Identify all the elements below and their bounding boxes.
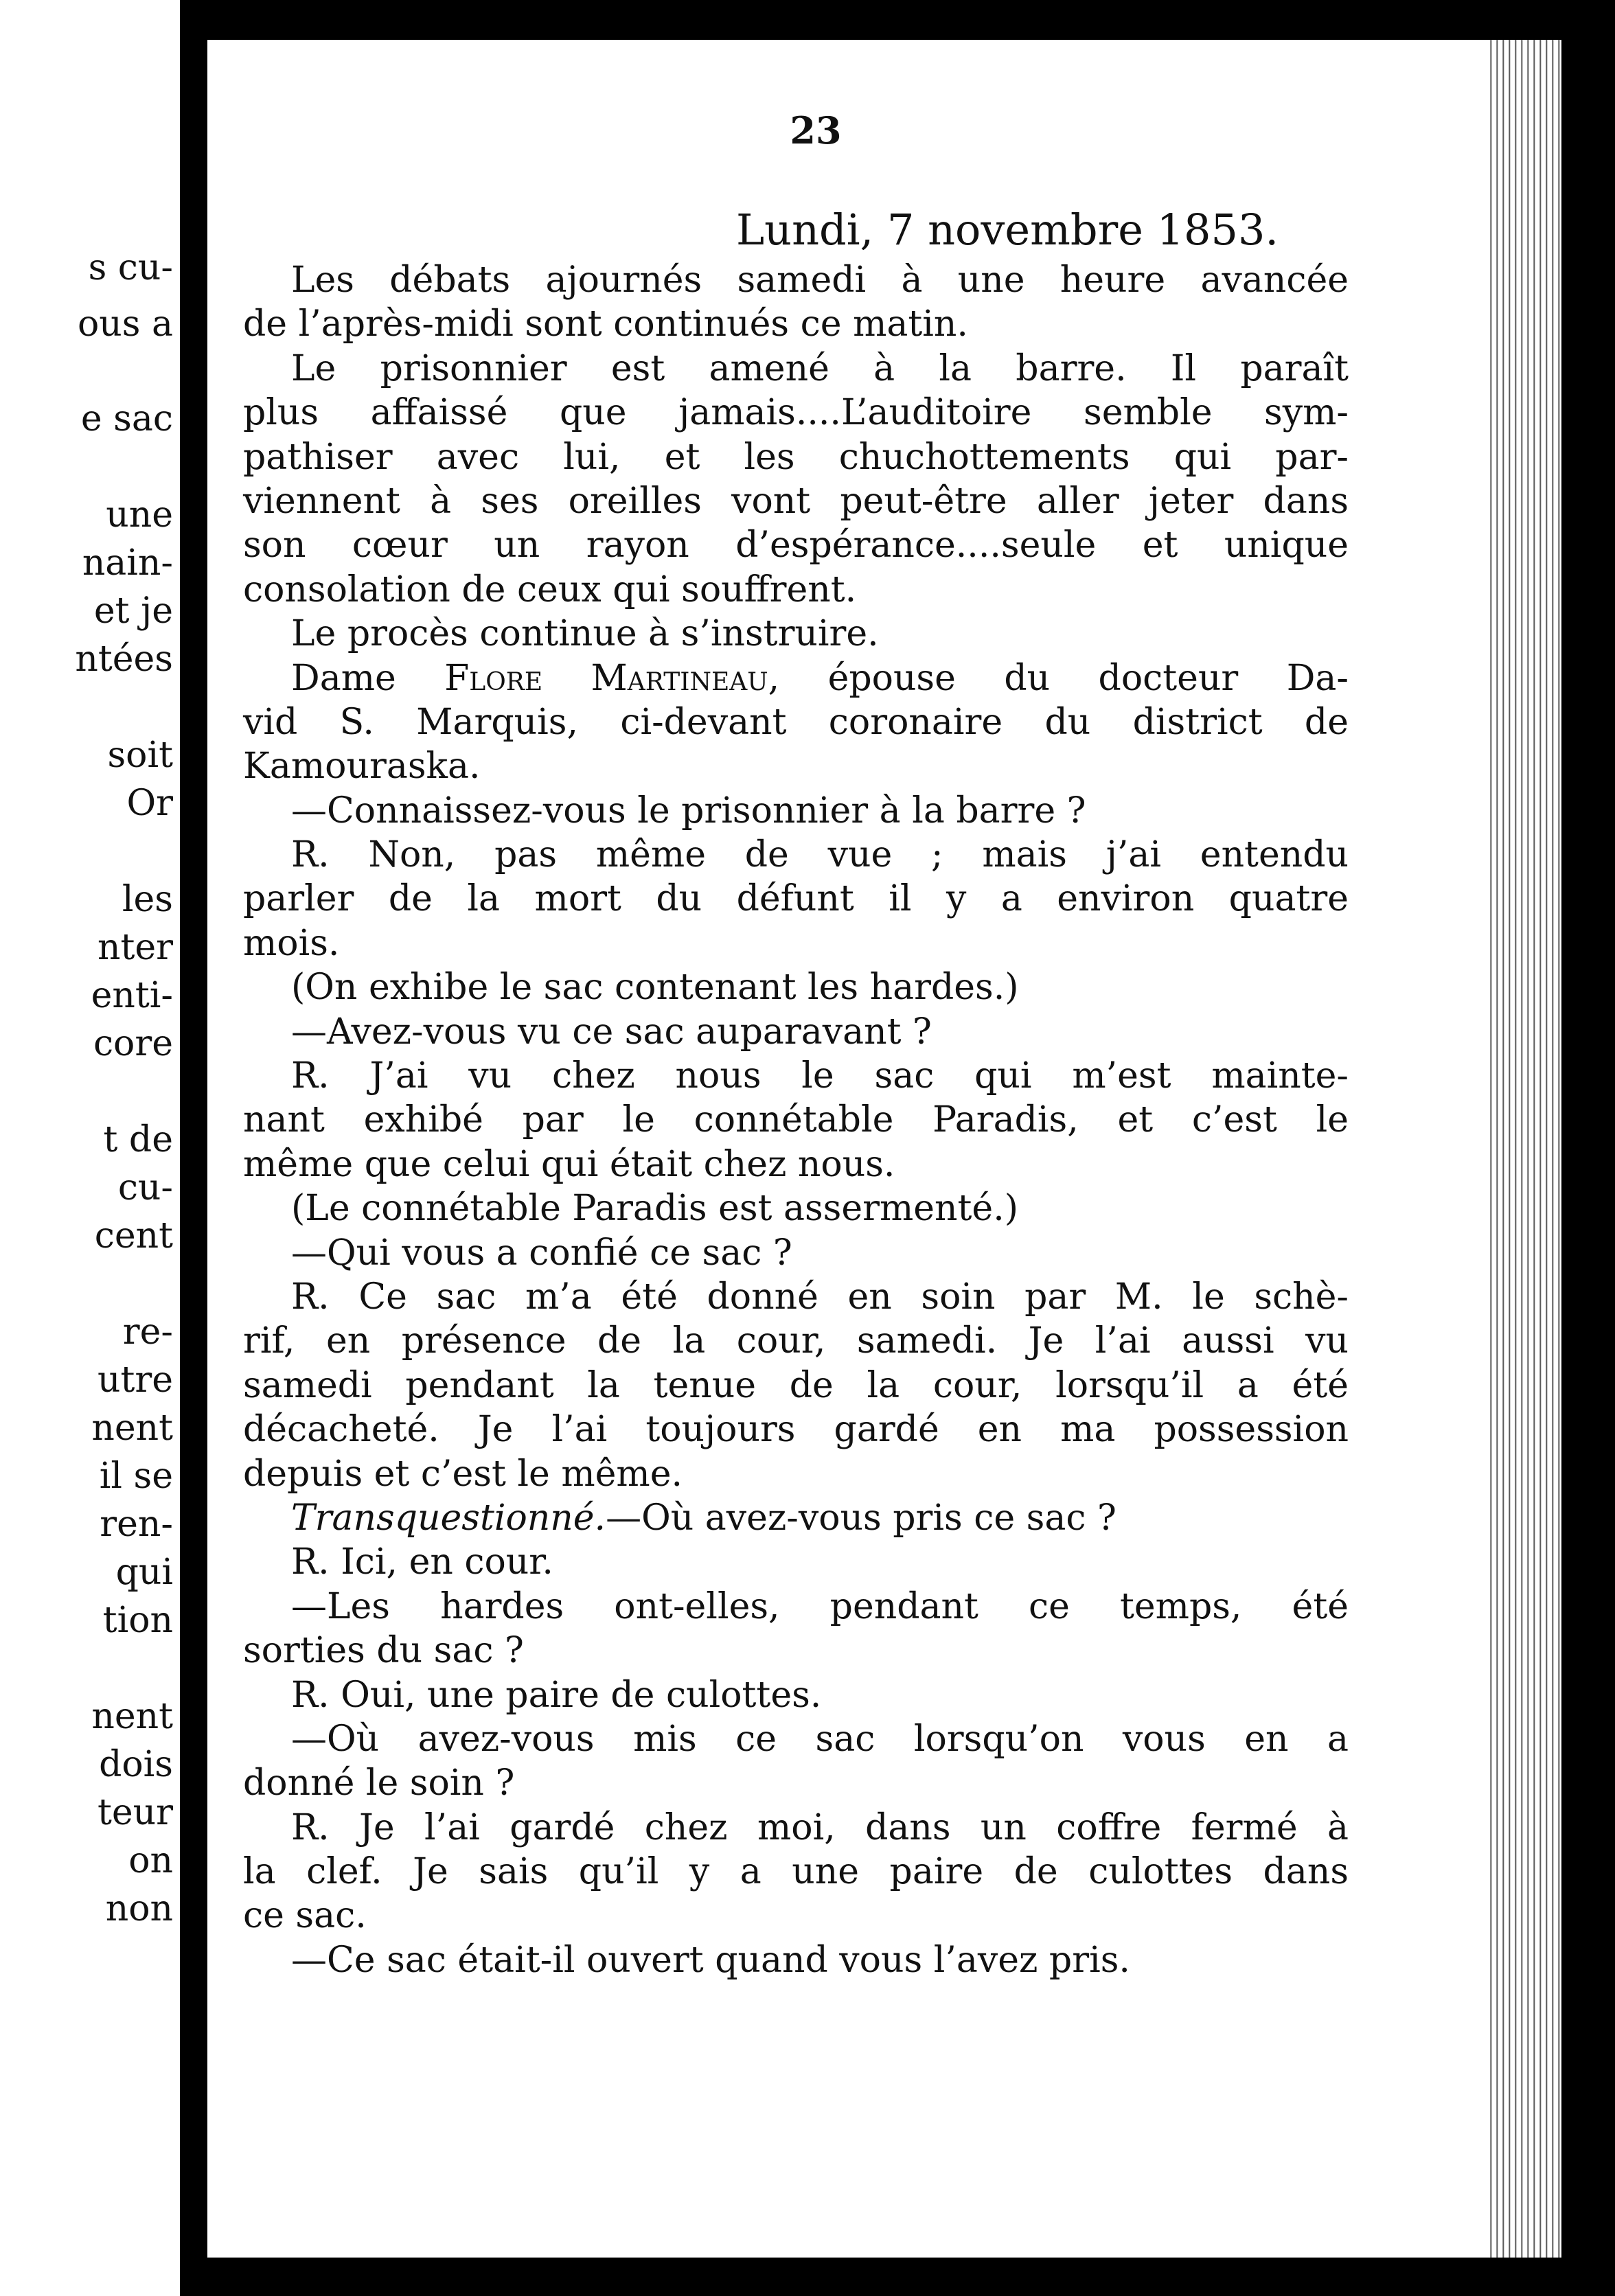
text-line: —Ce sac était-il ouvert quand vous l’avez pris. [291, 1939, 1130, 1981]
facing-page-line: et je [93, 590, 173, 632]
text-run: , épouse du docteur Da- [768, 657, 1349, 699]
facing-page-line: ntées [75, 639, 173, 680]
facing-page-line: Or [126, 783, 173, 824]
text-line: mois. [243, 922, 340, 964]
facing-page-line: une [106, 494, 173, 536]
facing-page-line: cu- [117, 1167, 173, 1208]
facing-page-line: nain- [82, 542, 173, 584]
text-line: viennent à ses oreilles vont peut-être aller jeter dans [243, 480, 1349, 522]
facing-page-line: tion [102, 1600, 173, 1641]
text-line: Le prisonnier est amené à la barre. Il paraît [291, 347, 1349, 389]
text-line: —Les hardes ont-elles, pendant ce temps, été [291, 1585, 1349, 1627]
facing-page-line: enti- [91, 975, 173, 1016]
text-line: —Avez-vous vu ce sac auparavant ? [291, 1011, 932, 1053]
text-line: Le procès continue à s’instruire. [291, 613, 879, 655]
text-line: Les débats ajournés samedi à une heure avancée [291, 260, 1349, 301]
facing-page-line: cent [94, 1215, 173, 1256]
text-line: Kamouraska. [243, 746, 481, 788]
facing-page-line: dois [99, 1744, 173, 1785]
text-line: —Connaissez-vous le prisonnier à la barre ? [291, 790, 1086, 831]
text-line: décacheté. Je l’ai toujours gardé en ma possession [243, 1409, 1349, 1451]
text-line: samedi pendant la tenue de la cour, lorsqu’il a été [243, 1364, 1349, 1406]
text-line: ce sac. [243, 1895, 367, 1937]
text-line [243, 656, 1349, 700]
text-line: sorties du sac ? [243, 1630, 524, 1672]
text-line: de l’après-midi sont continués ce matin. [243, 303, 968, 345]
facing-page-line: e sac [80, 398, 173, 439]
text-line: —Qui vous a confié ce sac ? [291, 1232, 792, 1274]
text-line: vid S. Marquis, ci-devant coronaire du district de [243, 701, 1349, 743]
facing-page-line: utre [97, 1359, 173, 1401]
facing-page-line: core [93, 1023, 173, 1064]
facing-page-line: ous a [77, 303, 173, 345]
text-line: —Où avez-vous mis ce sac lorsqu’on vous en a [291, 1718, 1349, 1760]
text-line: parler de la mort du défunt il y a environ quatre [243, 878, 1349, 920]
text-line: donné le soin ? [243, 1763, 515, 1804]
text-line: rif, en présence de la cour, samedi. Je l’ai aussi vu [243, 1320, 1349, 1362]
facing-page-line: les [122, 879, 173, 920]
facing-page-line: s cu- [88, 247, 173, 288]
facing-page-line: on [128, 1840, 173, 1881]
text-line: R. Ici, en cour. [291, 1541, 553, 1583]
text-line: consolation de ceux qui souffrent. [243, 569, 857, 610]
text-line: (On exhibe le sac contenant les hardes.) [291, 967, 1019, 1009]
page-edges [1486, 40, 1561, 2258]
book-gutter [180, 0, 207, 2296]
text-line: pathiser avec lui, et les chuchottements qui par- [243, 436, 1349, 478]
text-run: —Où avez-vous pris ce sac ? [606, 1497, 1116, 1539]
text-line: plus affaissé que jamais....L’auditoire semble sym- [243, 392, 1349, 434]
facing-page-line: t de [103, 1119, 173, 1160]
facing-page-line: qui [115, 1552, 173, 1593]
text-line: depuis et c’est le même. [243, 1453, 683, 1495]
facing-page-line: non [105, 1888, 173, 1929]
facing-page-line: re- [122, 1311, 173, 1353]
text-line: même que celui qui était chez nous. [243, 1143, 895, 1185]
facing-page-line: teur [97, 1792, 173, 1833]
text-line: R. J’ai vu chez nous le sac qui m’est mainte- [291, 1055, 1349, 1097]
facing-page-line: nent [91, 1696, 173, 1737]
italic-text: Transquestionné. [291, 1497, 606, 1539]
facing-page-line: nent [91, 1408, 173, 1449]
body-text [243, 258, 1349, 1982]
text-line: R. Non, pas même de vue ; mais j’ai entendu [291, 834, 1349, 876]
text-line: R. Oui, une paire de culottes. [291, 1674, 822, 1716]
facing-page-line: nter [97, 927, 173, 968]
small-caps-name: Flore Martineau [444, 657, 768, 699]
text-line: la clef. Je sais qu’il y a une paire de culottes dans [243, 1851, 1349, 1893]
text-line [243, 1496, 1349, 1540]
text-line: (Le connétable Paradis est assermenté.) [291, 1188, 1019, 1230]
text-line: R. Je l’ai gardé chez moi, dans un coffre fermé à [291, 1806, 1349, 1848]
facing-page-line: il se [99, 1456, 173, 1497]
text-line: son cœur un rayon d’espérance....seule et unique [243, 525, 1349, 566]
text-line: nant exhibé par le connétable Paradis, et c’est le [243, 1099, 1349, 1141]
book-page [207, 40, 1561, 2258]
text-run: Dame [291, 657, 445, 699]
date-heading: Lundi, 7 novembre 1853. [736, 205, 1279, 255]
facing-page-fragment [0, 0, 180, 2296]
facing-page-line: soit [107, 735, 173, 776]
facing-page-line: ren- [100, 1504, 173, 1545]
page-number: 23 [790, 108, 842, 152]
text-line: R. Ce sac m’a été donné en soin par M. le schè- [291, 1276, 1349, 1318]
